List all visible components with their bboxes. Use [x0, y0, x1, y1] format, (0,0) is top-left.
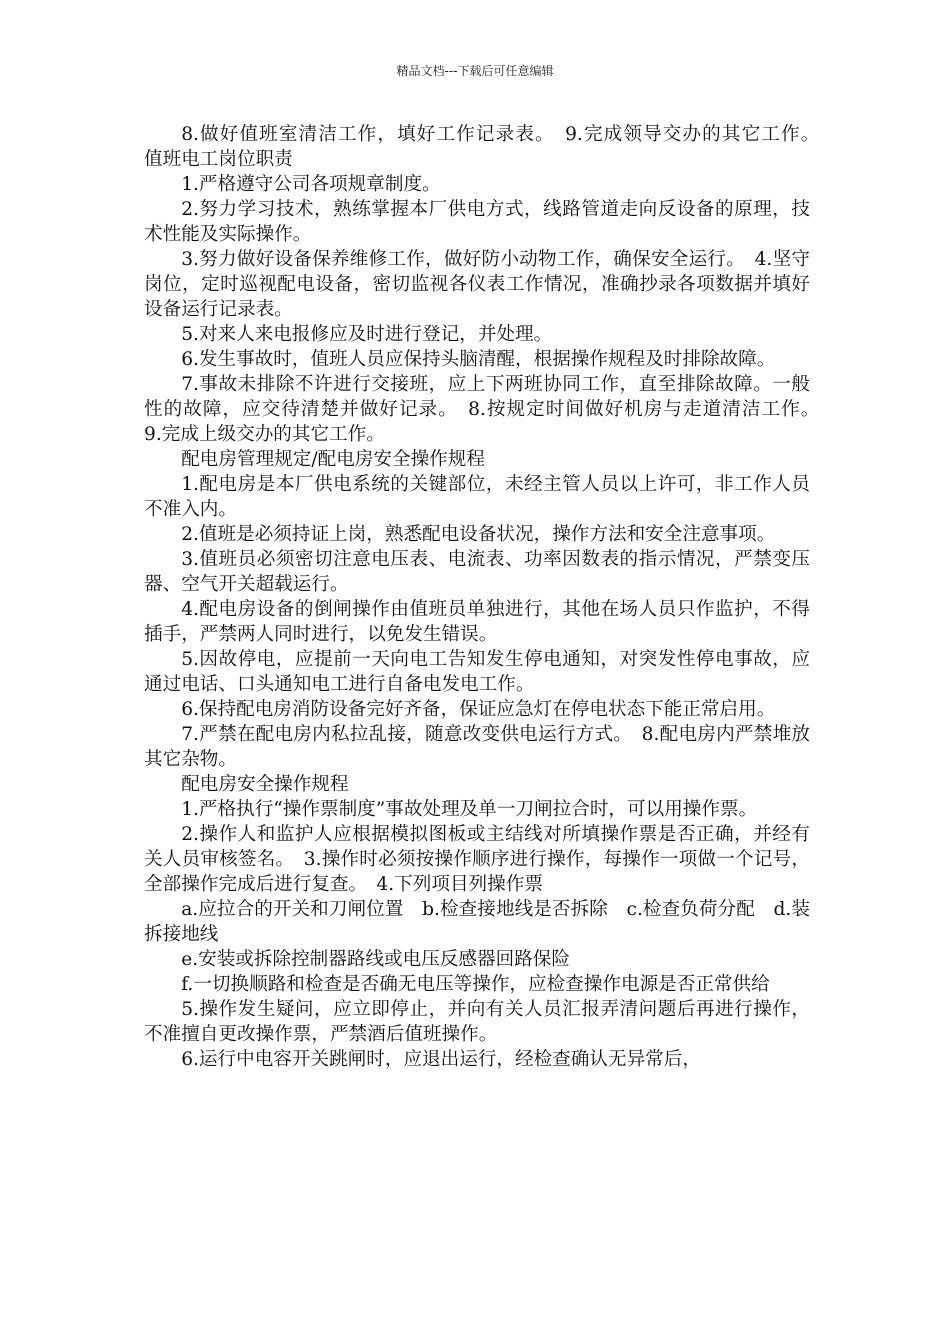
paragraph: 1.严格遵守公司各项规章制度。	[181, 174, 441, 195]
paragraph: 6.保持配电房消防设备完好齐备，保证应急灯在停电状态下能正常启用。	[181, 699, 776, 720]
page-header: 精品文档---下载后可任意编辑	[396, 64, 554, 78]
paragraph: 5.对来人来电报修应及时进行登记，并处理。	[181, 324, 553, 345]
paragraph: a.应拉合的开关和刀闸位置 b.检查接地线是否拆除 c.检查负荷分配 d.装拆接地线	[144, 899, 810, 945]
paragraph: 2.操作人和监护人应根据模拟图板或主结线对所填操作票是否正确，并经有关人员审核签名。 3.操作时必须按操作顺序进行操作，每操作一项做一个记号，全部操作完成后进行复查。 4.下列项目列操作票	[144, 824, 810, 895]
paragraph: 7.事故未排除不许进行交接班，应上下两班协同工作，直至排除故障。一般性的故障，应交待清楚并做好记录。 8.按规定时间做好机房与走道清洁工作。 9.完成上级交办的其它工作。	[144, 374, 829, 445]
paragraph: 2.值班是必须持证上岗，熟悉配电设备状况，操作方法和安全注意事项。	[181, 524, 776, 545]
paragraph: 8.做好值班室清洁工作，填好工作记录表。 9.完成领导交办的其它工作。 值班电工岗位职责	[144, 124, 829, 170]
paragraph: 7.严禁在配电房内私拉乱接，随意改变供电运行方式。 8.配电房内严禁堆放其它杂物。	[144, 724, 810, 770]
paragraph: 5.因故停电，应提前一天向电工告知发生停电通知，对突发性停电事故，应通过电话、口头通知电工进行自备电发电工作。	[144, 649, 810, 695]
paragraph: 6.运行中电容开关跳闸时，应退出运行，经检查确认无异常后，	[181, 1049, 701, 1070]
section-heading: 配电房管理规定/配电房安全操作规程	[181, 449, 485, 470]
document-body	[144, 122, 829, 1072]
paragraph: 6.发生事故时，值班人员应保持头脑清醒，根据操作规程及时排除故障。	[181, 349, 776, 370]
paragraph: 2.努力学习技术，熟练掌握本厂供电方式，线路管道走向反设备的原理，技术性能及实际操作。	[144, 199, 810, 245]
paragraph: 1.严格执行“操作票制度”事故处理及单一刀闸拉合时，可以用操作票。	[181, 799, 758, 820]
paragraph: 3.值班员必须密切注意电压表、电流表、功率因数表的指示情况，严禁变压器、空气开关超载运行。	[144, 549, 810, 595]
paragraph: 5.操作发生疑问，应立即停止，并向有关人员汇报弄清问题后再进行操作，不准擅自更改操作票，严禁酒后值班操作。	[144, 999, 810, 1045]
paragraph: 1.配电房是本厂供电系统的关键部位，未经主管人员以上许可，非工作人员不准入内。	[144, 474, 810, 520]
section-heading: 配电房安全操作规程	[181, 774, 349, 795]
paragraph: 4.配电房设备的倒闸操作由值班员单独进行，其他在场人员只作监护，不得插手，严禁两人同时进行，以免发生错误。	[144, 599, 810, 645]
paragraph: e.安装或拆除控制器路线或电压反感器回路保险	[181, 949, 570, 970]
paragraph: f.一切换顺路和检查是否确无电压等操作，应检查操作电源是否正常供给	[181, 974, 770, 995]
paragraph: 3.努力做好设备保养维修工作，做好防小动物工作，确保安全运行。 4.坚守岗位，定时巡视配电设备，密切监视各仪表工作情况，准确抄录各项数据并填好设备运行记录表。	[144, 249, 810, 320]
